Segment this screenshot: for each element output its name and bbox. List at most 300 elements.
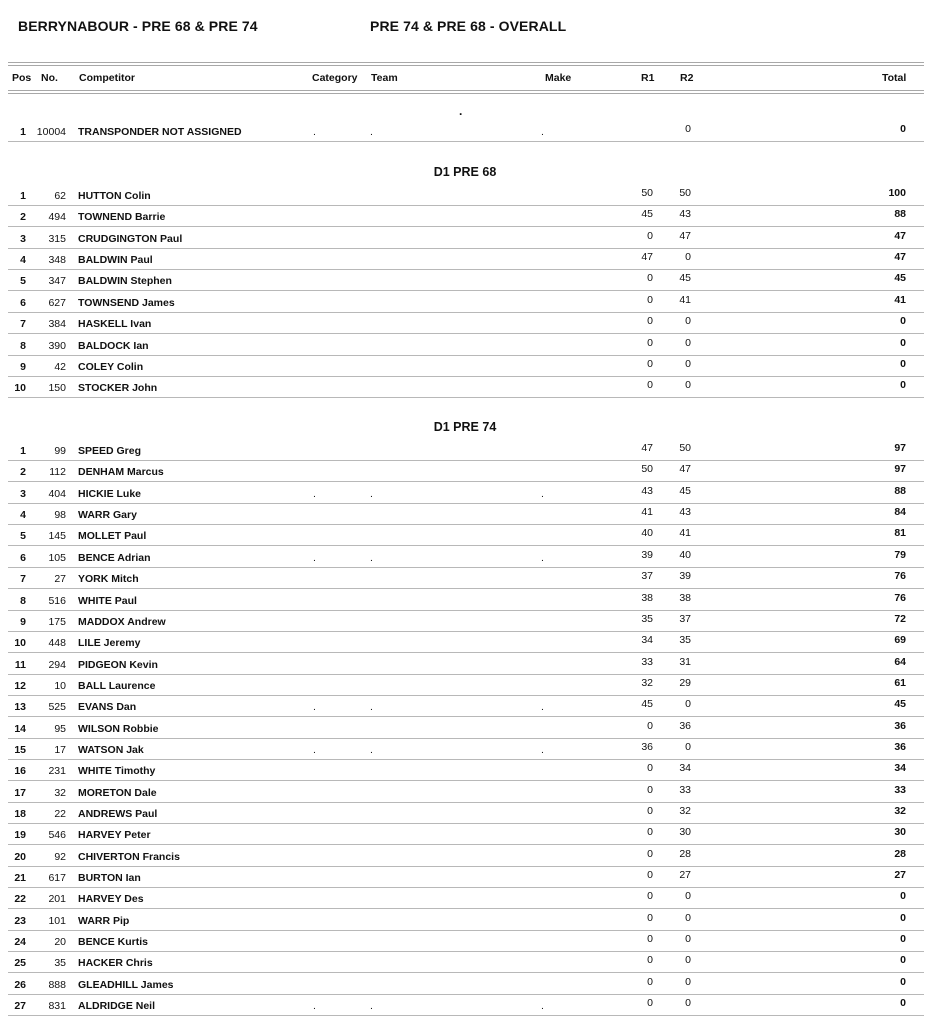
- race1-cell: 45: [641, 698, 653, 711]
- position-cell: 10: [14, 637, 26, 650]
- team-cell: .: [370, 487, 373, 500]
- race1-cell: 0: [647, 315, 653, 328]
- number-cell: 145: [48, 530, 66, 543]
- race2-cell: 38: [679, 591, 691, 604]
- position-cell: 7: [20, 318, 26, 331]
- competitor-cell: LILE Jeremy: [78, 637, 141, 650]
- race1-cell: 0: [647, 229, 653, 242]
- position-cell: 6: [20, 551, 26, 564]
- total-cell: 36: [894, 740, 906, 753]
- race2-cell: 28: [679, 847, 691, 860]
- total-cell: 84: [894, 506, 906, 519]
- number-cell: 20: [54, 936, 66, 948]
- number-cell: 348: [48, 254, 66, 267]
- table-row: [8, 248, 924, 270]
- competitor-cell: WILSON Robbie: [78, 722, 159, 735]
- col-header-make: Make: [545, 72, 572, 84]
- table-row: [8, 695, 924, 717]
- total-cell: 0: [900, 379, 906, 392]
- race2-cell: 0: [685, 954, 691, 967]
- race2-cell: 34: [679, 762, 691, 775]
- race2-cell: 39: [679, 570, 691, 583]
- competitor-cell: EVANS Dan: [78, 701, 137, 714]
- position-cell: 7: [20, 573, 26, 586]
- position-cell: 24: [14, 936, 26, 948]
- position-cell: 25: [14, 957, 26, 970]
- race2-cell: 43: [679, 208, 691, 221]
- total-cell: 100: [888, 187, 906, 199]
- competitor-cell: YORK Mitch: [78, 573, 139, 586]
- table-row: [8, 610, 924, 632]
- section-title: .: [459, 104, 463, 118]
- position-cell: 14: [14, 722, 26, 735]
- team-cell: .: [370, 126, 373, 138]
- total-cell: 47: [894, 251, 906, 264]
- position-cell: 8: [20, 339, 26, 352]
- total-cell: 97: [894, 442, 906, 454]
- competitor-cell: MOLLET Paul: [78, 530, 147, 543]
- race2-cell: 0: [685, 997, 691, 1010]
- number-cell: 494: [48, 211, 66, 224]
- table-row: [8, 589, 924, 611]
- competitor-cell: BENCE Kurtis: [78, 936, 149, 948]
- total-cell: 28: [894, 847, 906, 860]
- race1-cell: 0: [647, 847, 653, 860]
- column-header-rule-bottom: [8, 93, 924, 94]
- number-cell: 404: [48, 487, 66, 500]
- total-cell: 33: [894, 783, 906, 796]
- table-row: [8, 291, 924, 313]
- race1-cell: 50: [641, 187, 653, 199]
- make-cell: .: [541, 701, 544, 714]
- competitor-cell: MORETON Dale: [78, 786, 157, 799]
- competitor-cell: TRANSPONDER NOT ASSIGNED: [78, 126, 242, 138]
- table-row: [8, 312, 924, 334]
- race2-cell: 45: [679, 272, 691, 285]
- table-row: [8, 717, 924, 739]
- race1-cell: 40: [641, 527, 653, 540]
- race2-cell: 47: [679, 463, 691, 476]
- position-cell: 9: [20, 615, 26, 628]
- race1-cell: 0: [647, 762, 653, 775]
- table-row: [8, 866, 924, 888]
- total-cell: 47: [894, 229, 906, 242]
- race2-cell: 36: [679, 719, 691, 732]
- number-cell: 175: [48, 615, 66, 628]
- position-cell: 21: [14, 872, 26, 884]
- race1-cell: 0: [647, 293, 653, 306]
- table-row: [8, 334, 924, 356]
- make-cell: .: [541, 487, 544, 500]
- position-cell: 18: [14, 808, 26, 820]
- table-row: [8, 802, 924, 824]
- make-cell: .: [541, 743, 544, 756]
- category-cell: .: [313, 701, 316, 714]
- race1-cell: 0: [647, 975, 653, 988]
- race1-cell: 45: [641, 208, 653, 221]
- race2-cell: 0: [685, 740, 691, 753]
- race2-cell: 47: [679, 229, 691, 242]
- category-cell: .: [313, 487, 316, 500]
- race1-cell: 50: [641, 463, 653, 476]
- competitor-cell: STOCKER John: [78, 382, 158, 395]
- race1-cell: 43: [641, 484, 653, 497]
- race2-cell: 0: [685, 698, 691, 711]
- race2-cell: 45: [679, 484, 691, 497]
- competitor-cell: BURTON Ian: [78, 872, 141, 884]
- competitor-cell: TOWNEND Barrie: [78, 211, 166, 224]
- race1-cell: 34: [641, 634, 653, 647]
- competitor-cell: CRUDGINGTON Paul: [78, 232, 183, 245]
- race1-cell: 38: [641, 591, 653, 604]
- table-row: [8, 887, 924, 909]
- total-cell: 64: [894, 655, 906, 668]
- position-cell: 2: [20, 211, 26, 224]
- table-row: [8, 631, 924, 653]
- position-cell: 13: [14, 701, 26, 714]
- position-cell: 5: [20, 275, 26, 288]
- total-cell: 0: [900, 123, 906, 135]
- competitor-cell: WARR Gary: [78, 509, 137, 522]
- race1-cell: 0: [647, 805, 653, 817]
- table-row: [8, 951, 924, 973]
- header-rule-top: [8, 62, 924, 63]
- competitor-cell: WHITE Timothy: [78, 765, 156, 778]
- number-cell: 32: [54, 786, 66, 799]
- position-cell: 5: [20, 530, 26, 543]
- total-cell: 72: [894, 612, 906, 625]
- race2-cell: 30: [679, 826, 691, 839]
- total-cell: 69: [894, 634, 906, 647]
- competitor-cell: HUTTON Colin: [78, 190, 151, 202]
- race2-cell: 0: [685, 975, 691, 988]
- race2-cell: 0: [685, 379, 691, 392]
- table-row: [8, 973, 924, 995]
- race1-cell: 33: [641, 655, 653, 668]
- total-cell: 34: [894, 762, 906, 775]
- position-cell: 1: [20, 190, 26, 202]
- table-row: [8, 823, 924, 845]
- total-cell: 76: [894, 570, 906, 583]
- race1-cell: 0: [647, 719, 653, 732]
- race1-cell: 0: [647, 272, 653, 285]
- position-cell: 1: [20, 126, 26, 138]
- competitor-cell: BALDWIN Paul: [78, 254, 153, 267]
- table-row: [8, 482, 924, 504]
- table-row: [8, 439, 924, 461]
- total-cell: 0: [900, 997, 906, 1010]
- number-cell: 617: [48, 872, 66, 884]
- number-cell: 98: [54, 509, 66, 522]
- competitor-cell: BALDOCK Ian: [78, 339, 149, 352]
- category-cell: .: [313, 126, 316, 138]
- total-cell: 0: [900, 954, 906, 967]
- race2-cell: 32: [679, 805, 691, 817]
- position-cell: 3: [20, 487, 26, 500]
- col-header-r2: R2: [680, 72, 694, 84]
- number-cell: 17: [54, 743, 66, 756]
- total-cell: 81: [894, 527, 906, 540]
- competitor-cell: DENHAM Marcus: [78, 466, 164, 479]
- table-row: [8, 503, 924, 525]
- position-cell: 20: [14, 850, 26, 863]
- number-cell: 231: [48, 765, 66, 778]
- number-cell: 22: [54, 808, 66, 820]
- col-header-category: Category: [312, 72, 358, 84]
- race2-cell: 33: [679, 783, 691, 796]
- position-cell: 11: [14, 658, 26, 671]
- race1-cell: 0: [647, 336, 653, 349]
- competitor-cell: ALDRIDGE Neil: [78, 1000, 156, 1013]
- race1-cell: 37: [641, 570, 653, 583]
- competitor-cell: PIDGEON Kevin: [78, 658, 158, 671]
- number-cell: 448: [48, 637, 66, 650]
- competitor-cell: HACKER Chris: [78, 957, 153, 970]
- table-row: [8, 546, 924, 568]
- make-cell: .: [541, 126, 544, 138]
- total-cell: 88: [894, 208, 906, 221]
- make-cell: .: [541, 1000, 544, 1013]
- race2-cell: 0: [685, 357, 691, 370]
- race2-cell: 0: [685, 123, 691, 135]
- number-cell: 831: [48, 1000, 66, 1013]
- number-cell: 347: [48, 275, 66, 288]
- number-cell: 105: [48, 551, 66, 564]
- team-cell: .: [370, 1000, 373, 1013]
- team-cell: .: [370, 701, 373, 714]
- race1-cell: 47: [641, 251, 653, 264]
- competitor-cell: BALDWIN Stephen: [78, 275, 172, 288]
- number-cell: 42: [54, 360, 66, 373]
- total-cell: 45: [894, 698, 906, 711]
- team-cell: .: [370, 551, 373, 564]
- section-title: D1 PRE 74: [433, 420, 497, 434]
- competitor-cell: COLEY Colin: [78, 360, 144, 373]
- race1-cell: 0: [647, 869, 653, 881]
- table-row: [8, 376, 924, 398]
- race1-cell: 0: [647, 933, 653, 945]
- competitor-cell: SPEED Greg: [78, 445, 142, 457]
- table-row: [8, 184, 924, 206]
- table-row: [8, 460, 924, 482]
- number-cell: 627: [48, 296, 66, 309]
- table-row: [8, 994, 924, 1016]
- competitor-cell: BALL Laurence: [78, 679, 156, 692]
- table-row: [8, 227, 924, 249]
- number-cell: 35: [54, 957, 66, 970]
- total-cell: 79: [894, 548, 906, 561]
- race1-cell: 0: [647, 379, 653, 392]
- make-cell: .: [541, 551, 544, 564]
- total-cell: 0: [900, 975, 906, 988]
- race2-cell: 43: [679, 506, 691, 519]
- position-cell: 17: [14, 786, 26, 799]
- total-cell: 27: [894, 869, 906, 881]
- position-cell: 27: [14, 1000, 26, 1013]
- position-cell: 9: [20, 360, 26, 373]
- race2-cell: 50: [679, 442, 691, 454]
- race2-cell: 29: [679, 676, 691, 689]
- competitor-cell: CHIVERTON Francis: [78, 850, 180, 863]
- event-title: BERRYNABOUR - PRE 68 & PRE 74: [18, 18, 258, 34]
- race2-cell: 41: [679, 293, 691, 306]
- race2-cell: 0: [685, 251, 691, 264]
- column-header-rule-top: [8, 90, 924, 91]
- table-row: [8, 930, 924, 952]
- total-cell: 32: [894, 805, 906, 817]
- number-cell: 112: [49, 466, 66, 479]
- number-cell: 62: [54, 190, 66, 202]
- position-cell: 6: [20, 296, 26, 309]
- total-cell: 0: [900, 336, 906, 349]
- race2-cell: 0: [685, 933, 691, 945]
- number-cell: 10: [54, 679, 66, 692]
- race2-cell: 0: [685, 315, 691, 328]
- position-cell: 19: [14, 829, 26, 842]
- table-row: [8, 205, 924, 227]
- header-rule-bottom: [8, 65, 924, 66]
- col-header-team: Team: [371, 72, 398, 84]
- race1-cell: 32: [641, 676, 653, 689]
- race1-cell: 0: [647, 911, 653, 924]
- total-cell: 45: [894, 272, 906, 285]
- number-cell: 294: [48, 658, 66, 671]
- table-row: [8, 909, 924, 931]
- position-cell: 4: [20, 509, 26, 522]
- number-cell: 516: [48, 594, 66, 607]
- race2-cell: 0: [685, 890, 691, 903]
- competitor-cell: WHITE Paul: [78, 594, 137, 607]
- race2-cell: 40: [679, 548, 691, 561]
- table-row: [8, 759, 924, 781]
- results-title: PRE 74 & PRE 68 - OVERALL: [370, 18, 567, 34]
- race1-cell: 0: [647, 783, 653, 796]
- race2-cell: 41: [679, 527, 691, 540]
- race1-cell: 47: [641, 442, 653, 454]
- position-cell: 23: [14, 914, 26, 927]
- number-cell: 315: [48, 232, 66, 245]
- position-cell: 26: [14, 978, 26, 991]
- competitor-cell: TOWNSEND James: [78, 296, 175, 309]
- number-cell: 92: [54, 850, 66, 863]
- position-cell: 4: [20, 254, 26, 267]
- number-cell: 390: [48, 339, 66, 352]
- total-cell: 41: [894, 293, 906, 306]
- table-row: [8, 567, 924, 589]
- table-row: [8, 120, 924, 142]
- race1-cell: 0: [647, 997, 653, 1010]
- position-cell: 1: [20, 445, 26, 457]
- race1-cell: 39: [641, 548, 653, 561]
- col-header-total: Total: [882, 72, 907, 84]
- race2-cell: 50: [679, 187, 691, 199]
- number-cell: 95: [54, 722, 66, 735]
- total-cell: 0: [900, 315, 906, 328]
- position-cell: 3: [20, 232, 26, 245]
- total-cell: 76: [894, 591, 906, 604]
- number-cell: 99: [54, 445, 66, 457]
- number-cell: 201: [48, 893, 66, 906]
- competitor-cell: MADDOX Andrew: [78, 615, 166, 628]
- competitor-cell: BENCE Adrian: [78, 551, 151, 564]
- position-cell: 16: [14, 765, 26, 778]
- col-header-r1: R1: [641, 72, 655, 84]
- col-header-competitor: Competitor: [79, 72, 135, 84]
- table-row: [8, 355, 924, 377]
- table-row: [8, 738, 924, 760]
- number-cell: 384: [48, 318, 66, 331]
- total-cell: 0: [900, 933, 906, 945]
- section-title: D1 PRE 68: [433, 165, 497, 179]
- table-row: [8, 269, 924, 291]
- category-cell: .: [313, 551, 316, 564]
- position-cell: 15: [14, 743, 26, 756]
- position-cell: 8: [20, 594, 26, 607]
- table-row: [8, 653, 924, 675]
- total-cell: 97: [894, 463, 906, 476]
- race1-cell: 0: [647, 954, 653, 967]
- race1-cell: 0: [647, 357, 653, 370]
- total-cell: 0: [900, 357, 906, 370]
- competitor-cell: WARR Pip: [78, 914, 130, 927]
- total-cell: 30: [894, 826, 906, 839]
- race2-cell: 0: [685, 911, 691, 924]
- competitor-cell: WATSON Jak: [78, 743, 144, 756]
- number-cell: 888: [48, 978, 66, 991]
- race2-cell: 31: [679, 655, 691, 668]
- table-row: [8, 524, 924, 546]
- total-cell: 36: [894, 719, 906, 732]
- race1-cell: 41: [641, 506, 653, 519]
- number-cell: 525: [48, 701, 66, 714]
- race2-cell: 37: [679, 612, 691, 625]
- number-cell: 10004: [36, 126, 66, 138]
- competitor-cell: GLEADHILL James: [78, 978, 174, 991]
- number-cell: 27: [54, 573, 66, 586]
- number-cell: 150: [48, 382, 66, 395]
- total-cell: 88: [894, 484, 906, 497]
- position-cell: 10: [14, 382, 26, 395]
- col-header-no: No.: [41, 72, 58, 84]
- category-cell: .: [313, 743, 316, 756]
- number-cell: 101: [48, 914, 66, 927]
- table-row: [8, 781, 924, 803]
- race2-cell: 27: [679, 869, 691, 881]
- position-cell: 12: [14, 679, 26, 692]
- competitor-cell: HICKIE Luke: [78, 487, 142, 500]
- competitor-cell: HARVEY Peter: [78, 829, 151, 842]
- category-cell: .: [313, 1000, 316, 1013]
- race1-cell: 35: [641, 612, 653, 625]
- race2-cell: 0: [685, 336, 691, 349]
- total-cell: 0: [900, 890, 906, 903]
- table-row: [8, 845, 924, 867]
- competitor-cell: HARVEY Des: [78, 893, 144, 906]
- position-cell: 22: [14, 893, 26, 906]
- race1-cell: 0: [647, 826, 653, 839]
- competitor-cell: ANDREWS Paul: [78, 808, 158, 820]
- competitor-cell: HASKELL Ivan: [78, 318, 152, 331]
- col-header-pos: Pos: [12, 72, 32, 84]
- table-row: [8, 674, 924, 696]
- race2-cell: 35: [679, 634, 691, 647]
- number-cell: 546: [48, 829, 66, 842]
- position-cell: 2: [20, 466, 26, 479]
- race1-cell: 0: [647, 890, 653, 903]
- team-cell: .: [370, 743, 373, 756]
- total-cell: 61: [894, 676, 906, 689]
- total-cell: 0: [900, 911, 906, 924]
